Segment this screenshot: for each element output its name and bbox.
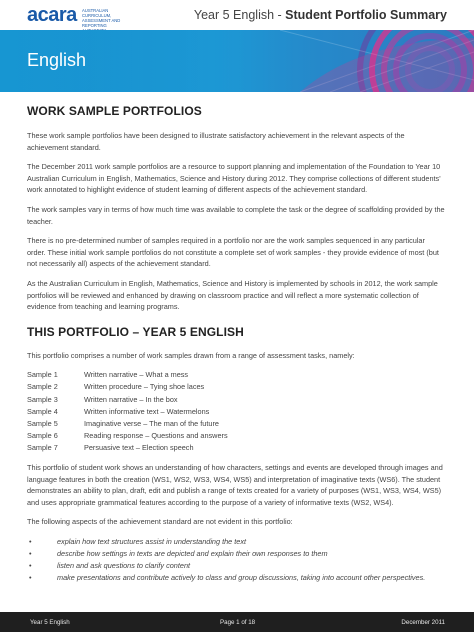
sample-number: Sample 7 [27,442,58,452]
portfolio-intro: This portfolio comprises a number of work samples drawn from a range of assessment tasks, namely: [27,350,355,360]
sample-description: Persuasive text – Election speech [84,442,194,452]
not-evident-intro: The following aspects of the achievement standard are not evident in this portfolio: [27,517,293,527]
sample-list [27,369,445,454]
bullet-icon: • [29,561,32,571]
paragraph: As the Australian Curriculum in English, Mathematics, Science and History is implemented by schools in 2012, the work sample portfolios will be reviewed and enhanced by drawing on classroom practice and will reflect a more systematic collection of evidence from teaching and learning programs. [27,278,438,312]
footer-page-number: Page 1 of 18 [220,619,256,626]
section-heading-this-portfolio: THIS PORTFOLIO – YEAR 5 ENGLISH [27,324,244,339]
list-item [27,536,445,548]
not-evident-list [27,536,445,584]
sample-description: Written narrative – What a mess [84,370,189,380]
bullet-icon: • [29,573,32,583]
sample-row [27,369,445,381]
main-content [27,104,445,584]
list-item [27,548,445,560]
subject-banner [0,30,474,92]
paragraph: There is no pre-determined number of samples required in a portfolio nor are the work samples sequenced in any particular order. These initial work sample portfolios do not constitute a complete set of work samples - they provide evidence of most (but not necessarily all) aspects of the achievement standard. [27,236,439,269]
list-item-text: describe how settings in texts are depicted and explain their own responses to them [57,549,328,559]
document-title-bold: Student Portfolio Summary [285,8,447,22]
paragraph: The December 2011 work sample portfolios are a resource to support planning and implementation of the Foundation to Year 10 Australian Curriculum in English, Mathematics, Science and History during 2012. They comprise collections of different students' work annotated to highlight evidence of student learning of different aspects of the achievement standard. [27,162,441,195]
sample-description: Imaginative verse – The man of the future [84,418,219,428]
sample-number: Sample 4 [27,406,58,416]
paragraph: The work samples vary in terms of how much time was available to complete the task or the degree of scaffolding provided by the teacher. [27,204,445,226]
footer-date: December 2011 [401,619,445,626]
sample-number: Sample 2 [27,382,58,392]
list-item [27,560,445,572]
section-heading-work-sample-portfolios: WORK SAMPLE PORTFOLIOS [27,104,202,118]
sample-description: Written informative text – Watermelons [84,406,210,416]
sample-number: Sample 3 [27,394,58,404]
sample-number: Sample 6 [27,430,58,440]
list-item-text: explain how text structures assist in understanding the text [57,536,247,546]
paragraph: These work sample portfolios have been designed to illustrate satisfactory achievement in the relevant aspects of the achievement standard. [27,131,405,152]
sample-row [27,418,445,430]
banner-title: English [27,50,87,70]
page-footer [0,612,474,632]
sample-row [27,394,445,406]
sample-number: Sample 1 [27,370,58,380]
sample-description: Written narrative – In the box [84,394,178,404]
document-title [194,8,447,22]
sample-row [27,442,445,454]
list-item-text: listen and ask questions to clarify content [57,561,191,571]
sample-description: Reading response – Questions and answers [84,430,228,440]
portfolio-summary: This portfolio of student work shows an understanding of how characters, settings and events are developed through images and language features in both the creation (WS1, WS2, WS3, WS4, WS5) and interpretation of imaginative texts (WS6). The student demonstrates an ability to plan, draft, edit and publish a range of texts created for a variety of purposes (WS1, WS3, WS4, WS5) and uses appropriate grammatical features according to the purpose of a variety of informative texts (WS2, WS4). [27,462,443,507]
sample-description: Written procedure – Tying shoe laces [84,382,205,392]
page-header [0,0,474,30]
sample-number: Sample 5 [27,418,58,428]
sample-row [27,406,445,418]
logo-wordmark: acara [27,4,77,26]
sample-row [27,430,445,442]
logo-subtitle: AUSTRALIAN CURRICULUM, ASSESSMENT AND REPORTING [82,8,121,28]
list-item-text: make presentations and contribute actively to class and group discussions, taking into account other perspectives. [57,573,426,583]
list-item [27,572,445,584]
bullet-icon: • [29,549,32,559]
sample-row [27,381,445,393]
footer-document-name: Year 5 English [30,619,70,626]
document-title-prefix: Year 5 English - [193,8,286,22]
bullet-icon: • [29,536,32,546]
